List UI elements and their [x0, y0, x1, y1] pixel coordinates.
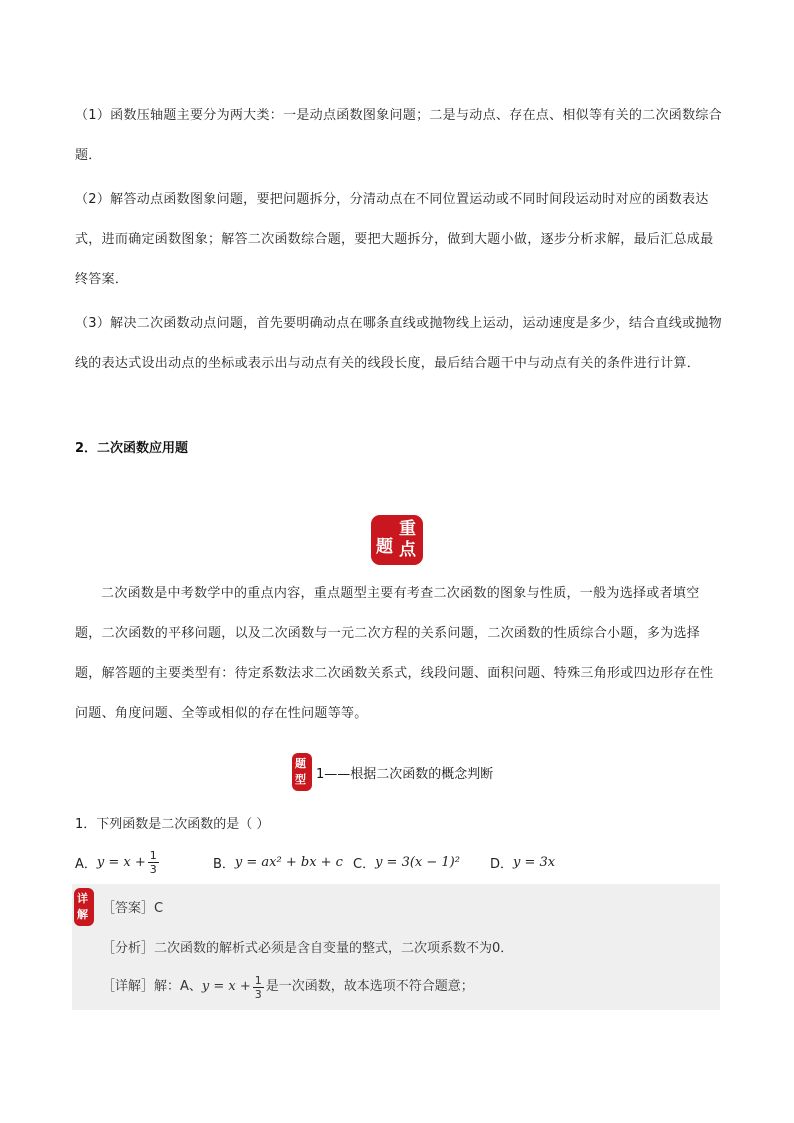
seal-char: 详: [77, 892, 88, 905]
detail-expr: y = x +: [201, 979, 251, 994]
seal-char: 解: [77, 908, 88, 921]
option-d: [490, 840, 555, 884]
seal-char: 点: [399, 540, 416, 560]
detail-suffix: 是一次函数，故本选项不符合题意；: [265, 979, 474, 994]
seal-char: 型: [295, 773, 306, 786]
fraction-denominator: 3: [254, 987, 262, 1001]
question-stem: 1．下列函数是二次函数的是（ ）: [75, 817, 270, 832]
option-a-fraction: [148, 849, 159, 876]
question-type-text: 1——根据二次函数的概念判断: [316, 766, 494, 782]
detail-fraction: [253, 974, 264, 1001]
option-b: [213, 840, 343, 884]
paragraph-2: （2）解答动点函数图象问题，要把问题拆分，分清动点在不同位置运动或不同时间段运动时对应的函数表达式，进而确定函数图象；解答二次函数综合题，要把大题拆分，做到大题小做，逐步分析求解，最后汇总成最终答案．: [75, 192, 714, 287]
seal-char: 重: [399, 519, 416, 539]
option-b-expr: y = ax² + bx + c: [234, 854, 343, 870]
question-type-seal-icon: [292, 753, 312, 791]
detail-prefix: ［详解］解：A、: [102, 979, 202, 994]
option-d-label: D．: [490, 856, 514, 872]
answer-line: ［答案］C: [102, 901, 164, 916]
analysis-line: ［分析］二次函数的解析式必须是含自变量的整式，二次项系数不为0．: [102, 941, 514, 956]
answer-explanation-box: [72, 884, 720, 1010]
fraction-numerator: 1: [254, 973, 262, 987]
intro-paragraph: 二次函数是中考数学中的重点内容，重点题型主要有考查二次函数的图象与性质，一般为选择或者填空题，二次函数的平移问题，以及二次函数与一元二次方程的关系问题，二次函数的性质综合小题，多为选择题，解答题的主要类型有：待定系数法求二次函数关系式，线段问题、面积问题、特殊三角形或四边形存在性问题、角度问题、全等或相似的存在性问题等等。: [75, 586, 714, 721]
seal-char: 题: [376, 537, 393, 557]
seal-char: 题: [295, 757, 306, 770]
option-d-expr: y = 3x: [513, 854, 556, 870]
paragraph-1: （1）函数压轴题主要分为两大类：一是动点函数图象问题；二是与动点、存在点、相似等有关的二次函数综合题．: [75, 108, 722, 163]
fraction-numerator: 1: [149, 848, 157, 862]
key-types-seal-icon: [371, 515, 423, 565]
answer-options: [75, 840, 725, 884]
section-heading: 2．二次函数应用题: [75, 441, 189, 456]
option-c-label: C．: [353, 856, 376, 872]
fraction-denominator: 3: [149, 862, 157, 876]
question-type-label: [292, 752, 493, 792]
option-c-expr: y = 3(x − 1)²: [375, 854, 460, 870]
option-a: [75, 840, 161, 884]
option-c: [353, 840, 460, 884]
paragraph-3: （3）解决二次函数动点问题，首先要明确动点在哪条直线或抛物线上运动，运动速度是多少，结合直线或抛物线的表达式设出动点的坐标或表示出与动点有关的线段长度，最后结合题干中与动点有关的条件进行计算．: [75, 316, 722, 371]
option-b-label: B．: [213, 856, 235, 872]
detail-line: [102, 970, 474, 1004]
option-a-label: A．: [75, 856, 97, 872]
detail-seal-icon: [74, 888, 94, 926]
option-a-expr: y = x +: [96, 854, 146, 870]
